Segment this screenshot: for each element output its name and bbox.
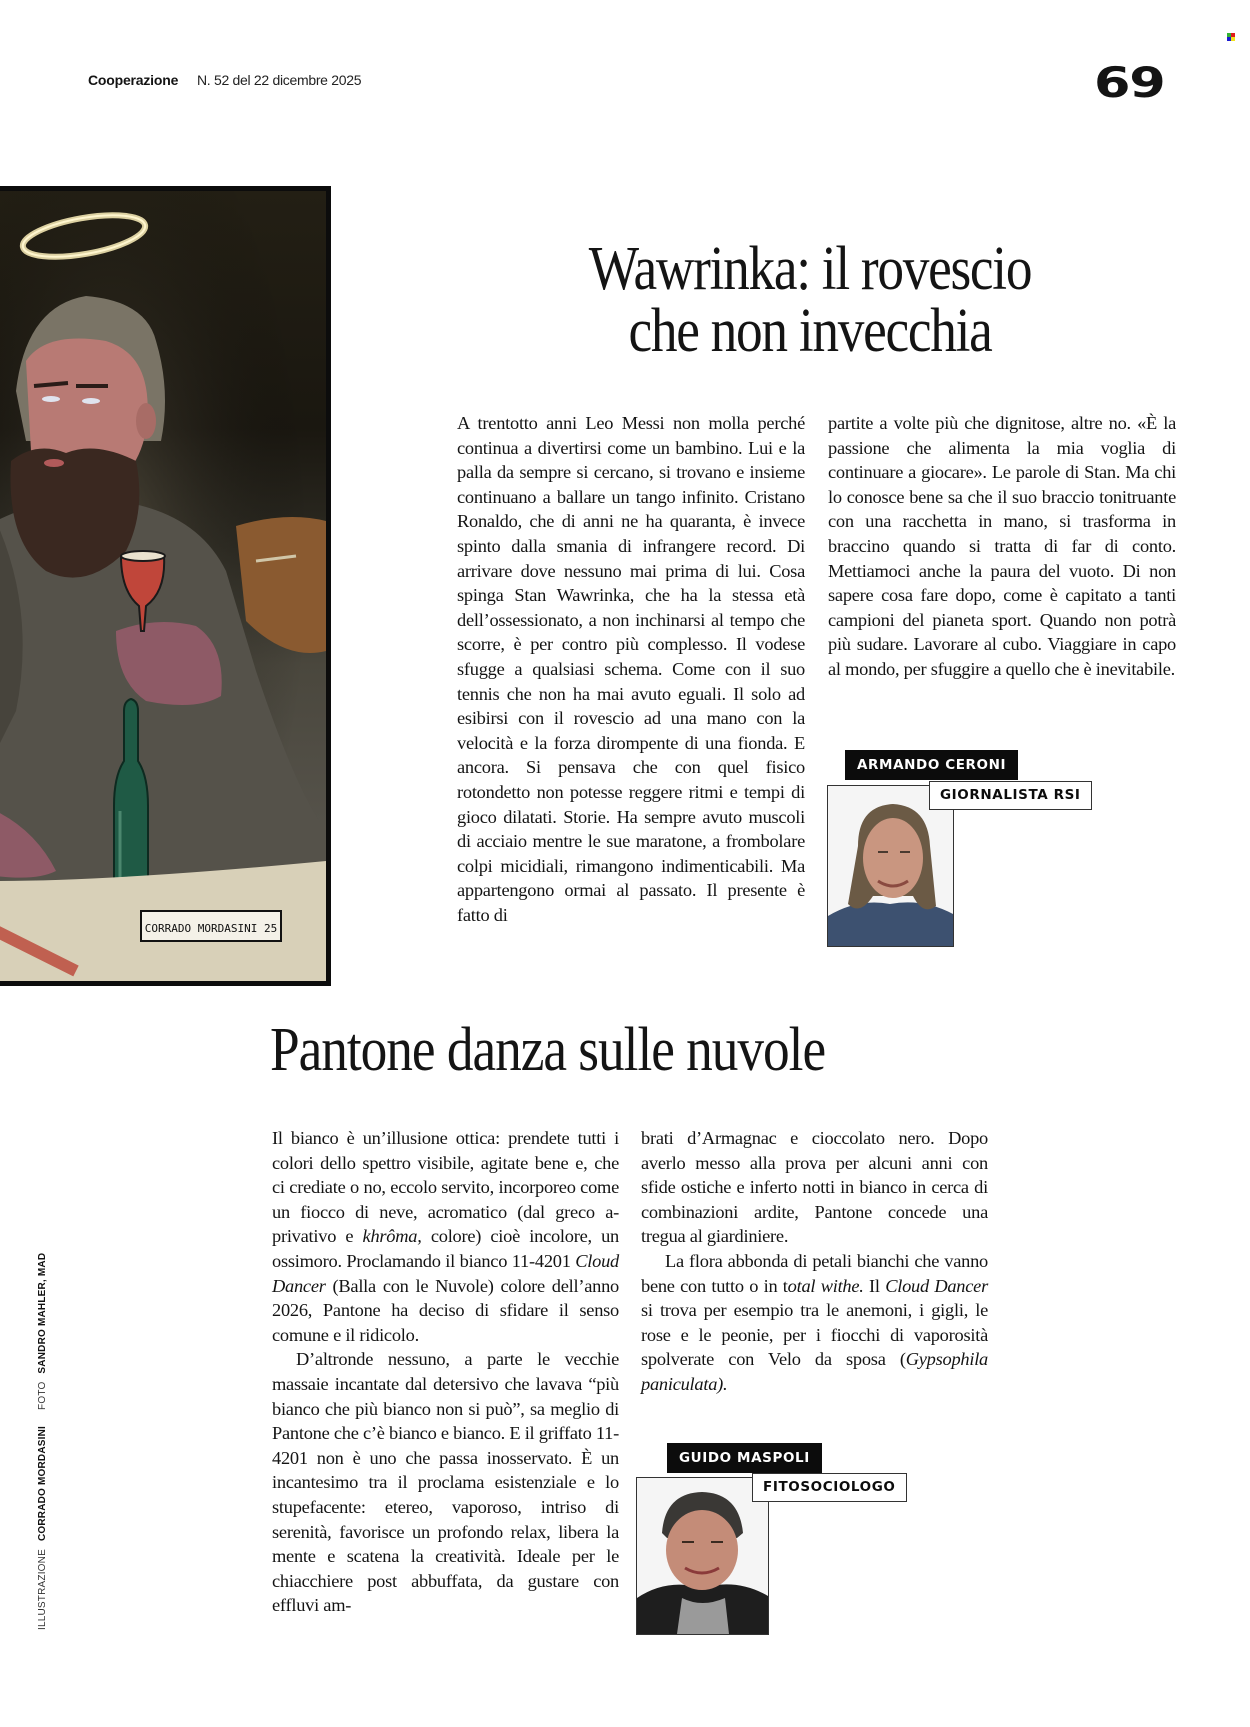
article2-paragraph: brati d’Armagnac e cioccolato nero. Dopo averlo messo alla prova per alcuni anni con sfide ostiche e inferto notti in bianco in cerca di combinazioni ardite, Pantone concede una tregua al giardiniere. <box>641 1128 988 1247</box>
publication-name: Cooperazione <box>88 72 179 88</box>
article2-title: Pantone danza sulle nuvole <box>270 1016 826 1084</box>
comic-illustration <box>0 191 326 981</box>
registration-mark-icon <box>1227 33 1235 41</box>
article1-column1 <box>457 411 805 927</box>
article2-column1 <box>272 1126 619 1618</box>
issue-info: N. 52 del 22 dicembre 2025 <box>197 72 362 88</box>
article2-column2 <box>641 1126 988 1397</box>
article1-column2 <box>828 411 1176 682</box>
article1-title <box>518 235 1103 365</box>
author-name-tag: GUIDO MASPOLI <box>667 1443 822 1473</box>
article2-paragraph: Il bianco è un’illusione ottica: prendete tutti i colori dello spettro visibile, agitate bene e, che ci crediate o no, eccolo servito, incorporeo come un fiocco di neve, acromatico (dal greco a- privativo e khrôma, colore) cioè incolore, un ossimoro. Proclamando il bianco 11-4201 Cloud Dancer (Balla con le Nuvole) colore dell’anno 2026, Pantone ha deciso di sfidare il senso comune e il ridicolo. <box>272 1128 619 1345</box>
photo-credits: ILLUSTRAZIONECORRADO MORDASINIFOTOSANDRO MAHLER, MAD <box>37 1252 48 1630</box>
portrait-icon <box>828 786 953 946</box>
author-role-tag: GIORNALISTA RSI <box>929 781 1092 810</box>
article2-paragraph: La flora abbonda di petali bianchi che vanno bene con tutto o in total withe. Il Cloud Dancer si trova per esempio tra le anemoni, i gigli, le rose e le peonie, per i fiocchi di vaporosità spolverate con Velo da sposa (Gypsophila paniculata). <box>641 1250 988 1394</box>
illustration-bearded-saint-with-wine <box>0 186 331 986</box>
article1-paragraph: A trentotto anni Leo Messi non molla perché continua a divertirsi come un bambino. Lui e la palla da sempre si cercano, si trovano e insieme continuano a ballare un tango infinito. Cristano Ronaldo, che di anni ne ha quaranta, è invece spinto dalla smania di infrangere record. Di arrivare dove nessuno mai prima di lui. Cosa spinga Stan Wawrinka, che ha la stessa età dell’ossessionato, a non inchinarsi al tempo che scorre, è per contro più complesso. Il vodese sfugge a qualsiasi schema. Come con il suo tennis che non ha mai avuto eguali. Il solo ad esibirsi con il rovescio ad una mano con la velocità e la forza dirompente di una fionda. E ancora. Si pensava che con quel fisico rotondetto non potesse reggere ritmi e tempi di gioco dilatati. Storie. Ha sempre avuto muscoli di acciaio mentre le sue maratone, a frombolare colpi micidiali, rimangono indimenticabili. Ma appartengono ormai al passato. Il presente è fatto di <box>457 413 805 925</box>
author-name-tag: ARMANDO CERONI <box>845 750 1018 780</box>
article2-paragraph: D’altronde nessuno, a parte le vecchie massaie incantate dal detersivo che lavava “più bianco che più bianco non si può”, sa meglio di Pantone che c’è bianco e bianco. E il griffato 11-4201 non è uno che passa inosservato. È un incantesimo tra il proclama esistenziale e lo stupefacente: etereo, vaporoso, intriso di serenità, favorisce un profondo relax, libera la mente e scatena la creatività. Ideale per le chiacchiere post abbuffata, da gustare con effluvi am- <box>272 1349 619 1616</box>
author-role-tag: FITOSOCIOLOGO <box>752 1473 907 1502</box>
author-photo-guido-maspoli <box>636 1477 769 1635</box>
page-number: 69 <box>1094 58 1165 107</box>
article1-paragraph: partite a volte più che dignitose, altre no. «È la passione che alimenta la mia voglia di continuare a giocare». Le parole di Stan. Ma chi lo conosce bene sa che il suo braccio tonitruante con una racchetta in mano, si trasforma in braccino quando si tratta di far di conto. Mettiamoci anche la paura del vuoto. Di non sapere cosa fare dopo, come è capitato a tanti campioni del pianeta sport. Quando non potrà più sudare. Lavorare al cubo. Viaggiare in capo al mondo, per sfuggire a quello che è inevitabile. <box>828 413 1176 679</box>
portrait-icon <box>637 1478 768 1634</box>
article1-title-line2: che non invecchia <box>628 297 992 365</box>
illustration-signature: CORRADO MORDASINI 25 <box>144 922 278 935</box>
article1-title-line1: Wawrinka: il rovescio <box>588 235 1032 303</box>
